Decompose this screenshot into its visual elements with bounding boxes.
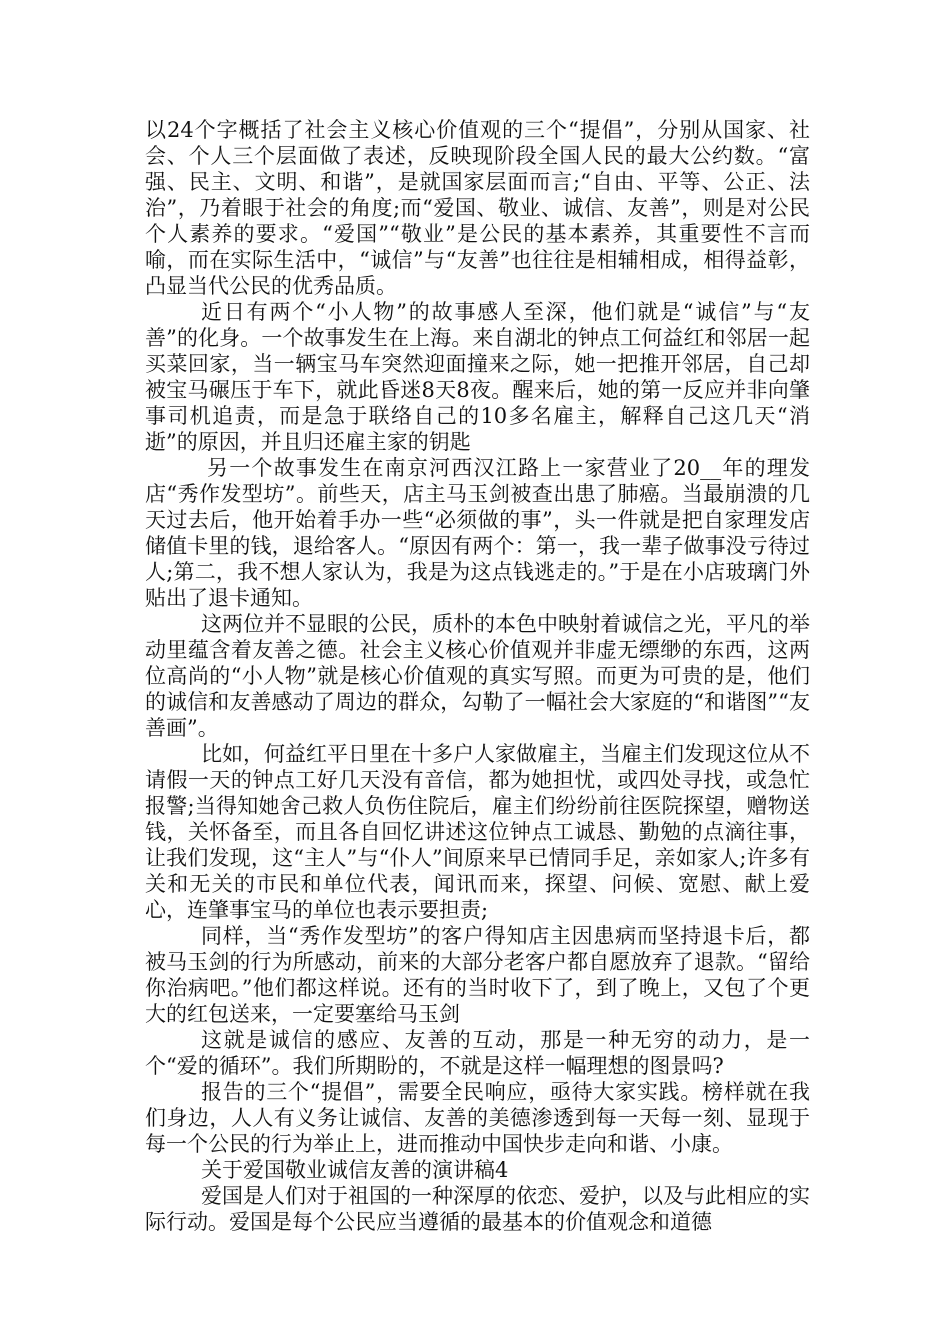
paragraph-core-values-intro: 以24个字概括了社会主义核心价值观的三个“提倡”，分别从国家、社会、个人三个层面做了表述，反映现阶段全国人民的最大公约数。“富强、民主、文明、和谐”，是就国家层面而言;“自由、平等、公正、法治”，乃着眼于社会的角度;而“爱国、敬业、诚信、友善”，则是对公民个人素养的要求。“爱国”“敬业”是公民的基本素养，其重要性不言而喻，而在实际生活中，“诚信”与“友善”也往往是相辅相成，相得益彰，凸显当代公民的优秀品质。	[145, 118, 810, 298]
paragraph-patriotism: 爱国是人们对于祖国的一种深厚的依恋、爱护，以及与此相应的实际行动。爱国是每个公民应当遵循的最基本的价值观念和道德	[145, 1184, 810, 1234]
paragraph-barber-story: 另一个故事发生在南京河西汉江路上一家营业了20__年的理发店“秀作发型坊”。前些天，店主马玉剑被查出患了肺癌。当最崩溃的几天过去后，他开始着手办一些“必须做的事”，头一件就是把自家理发店储值卡里的钱，退给客人。“原因有两个：第一，我一辈子做事没亏待过人;第二，我不想人家认为，我是为这点钱逃走的。”于是在小店玻璃门外贴出了退卡通知。	[145, 456, 810, 610]
paragraph-two-stories: 近日有两个“小人物”的故事感人至深，他们就是“诚信”与“友善”的化身。一个故事发生在上海。来自湖北的钟点工何益红和邻居一起买菜回家，当一辆宝马车突然迎面撞来之际，她一把推开邻居，自己却被宝马碾压于车下，就此昏迷8天8夜。醒来后，她的第一反应并非向肇事司机追责，而是急于联络自己的10多名雇主，解释自己这几天“消逝”的原因，并且归还雇主家的钥匙	[145, 300, 810, 454]
document-body	[145, 117, 810, 1235]
paragraph-report-conclusion: 报告的三个“提倡”，需要全民响应，亟待大家实践。榜样就在我们身边，人人有义务让诚信、友善的美德渗透到每一天每一刻、显现于每一个公民的行为举止上，进而推动中国快步走向和谐、小康。	[145, 1080, 810, 1156]
paragraph-employers-response: 比如，何益红平日里在十多户人家做雇主，当雇主们发现这位从不请假一天的钟点工好几天没有音信，都为她担忧，或四处寻找，或急忙报警;当得知她舍己救人负伤住院后，雇主们纷纷前往医院探望，赠物送钱，关怀备至，而且各自回忆讲述这位钟点工诚恳、勤勉的点滴往事，让我们发现，这“主人”与“仆人”间原来早已情同手足，亲如家人;许多有关和无关的市民和单位代表，闻讯而来，探望、问候、宽慰、献上爱心，连肇事宝马的单位也表示要担责;	[145, 742, 810, 922]
paragraph-customers-response: 同样，当“秀作发型坊”的客户得知店主因患病而坚持退卡后，都被马玉剑的行为所感动，前来的大部分老客户都自愿放弃了退款。“留给你治病吧。”他们都这样说。还有的当时收下了，到了晚上，又包了个更大的红包送来，一定要塞给马玉剑	[145, 924, 810, 1026]
paragraph-ordinary-citizens: 这两位并不显眼的公民，质朴的本色中映射着诚信之光，平凡的举动里蕴含着友善之德。社会主义核心价值观并非虚无缥缈的东西，这两位高尚的“小人物”就是核心价值观的真实写照。而更为可贵的是，他们的诚信和友善感动了周边的群众，勾勒了一幅社会大家庭的“和谐图”“友善画”。	[145, 612, 810, 740]
paragraph-love-cycle: 这就是诚信的感应、友善的互动，那是一种无穷的动力，是一个“爱的循环”。我们所期盼的，不就是这样一幅理想的图景吗?	[145, 1028, 810, 1078]
section-heading: 关于爱国敬业诚信友善的演讲稿4	[201, 1158, 509, 1182]
